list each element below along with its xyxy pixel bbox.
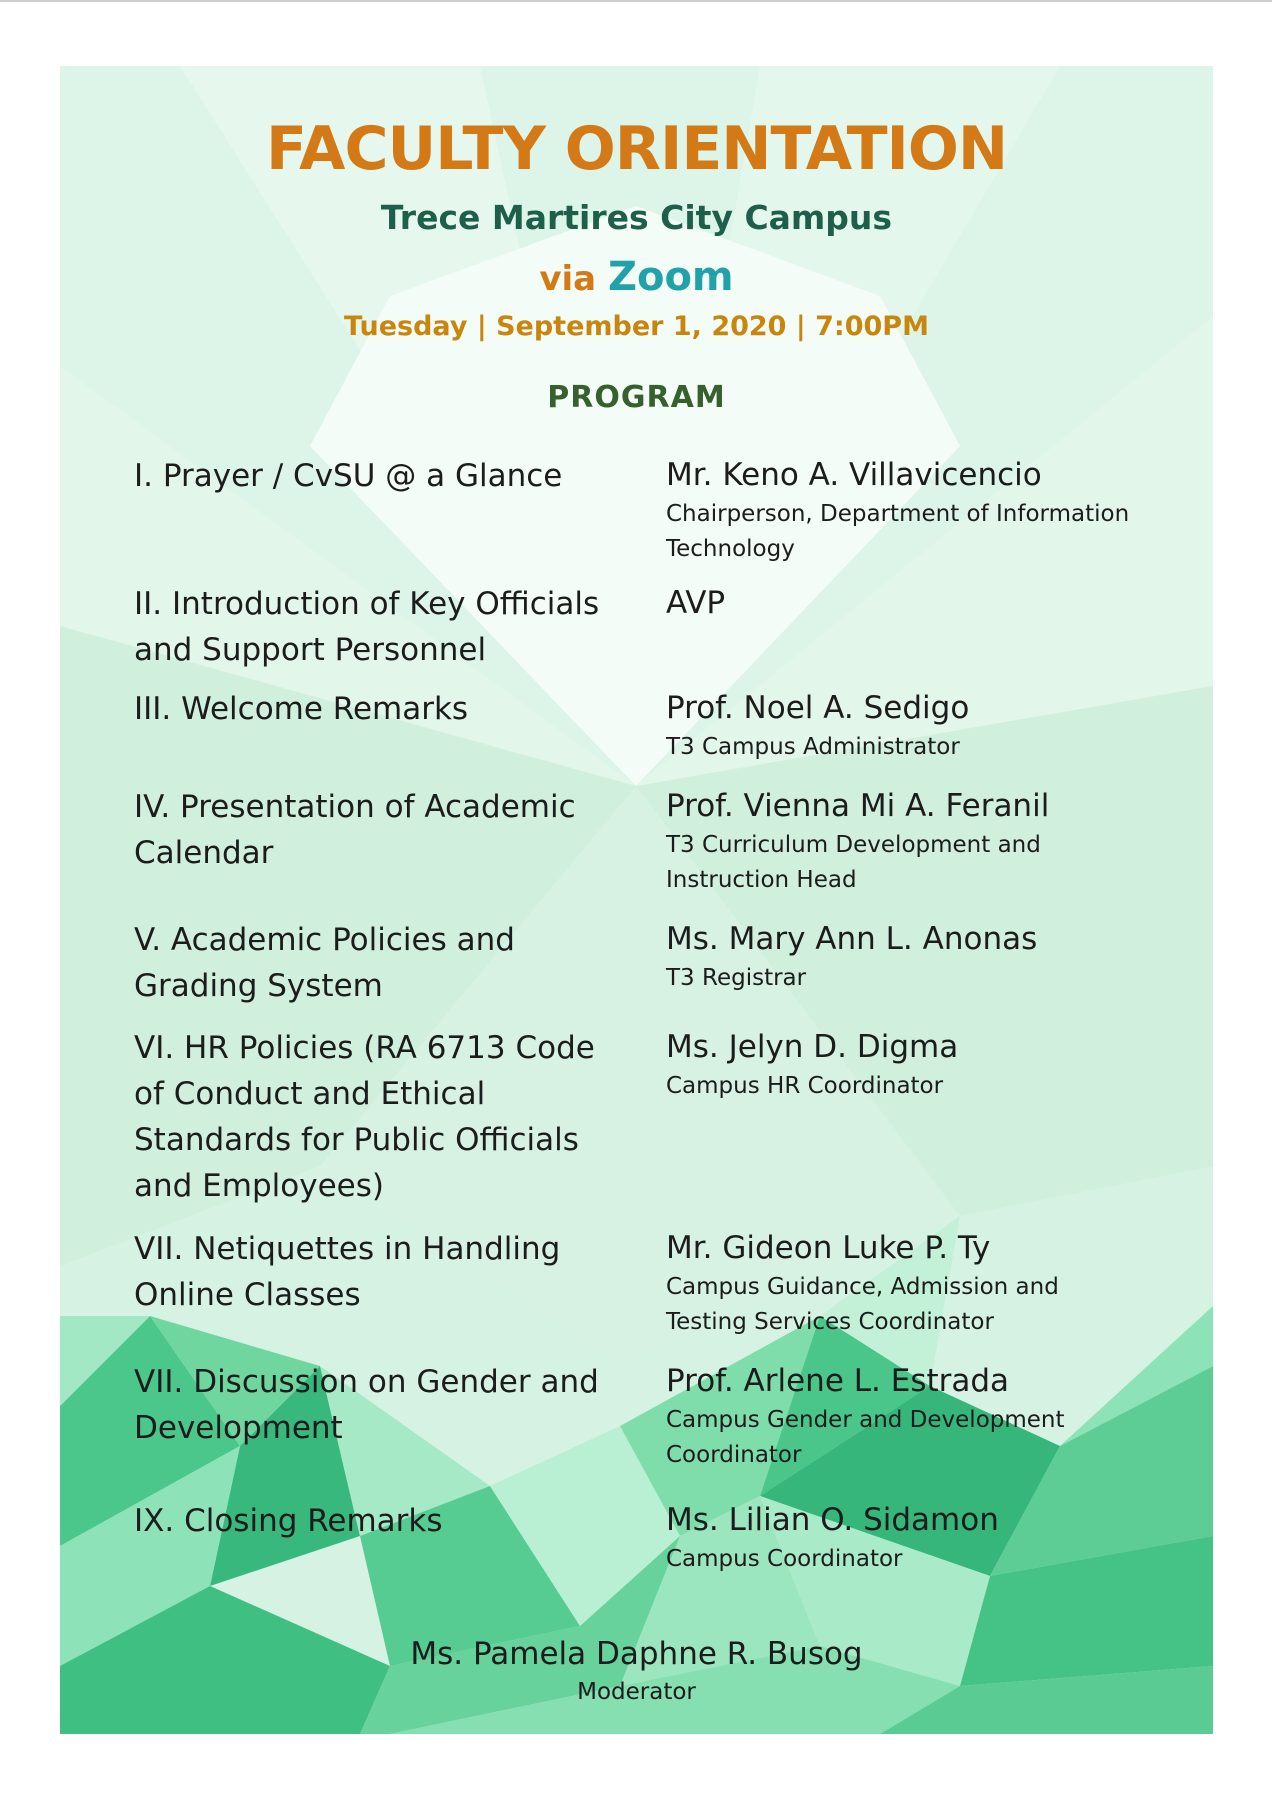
moderator-name: Ms. Pamela Daphne R. Busog xyxy=(410,1636,863,1672)
speaker-name: AVP xyxy=(666,585,726,621)
speaker-role: Campus HR Coordinator xyxy=(666,1073,944,1099)
page-top-border xyxy=(0,0,1272,2)
program-item-title: VII. Netiquettes in Handling Online Classes xyxy=(134,1231,561,1313)
speaker-name: Mr. Gideon Luke P. Ty xyxy=(666,1230,991,1266)
event-date: Tuesday | September 1, 2020 | 7:00PM xyxy=(344,311,929,342)
program-item-title: V. Academic Policies and Grading System xyxy=(134,922,515,1004)
speaker-role: T3 Curriculum Development and Instruction Head xyxy=(666,832,1041,893)
program-item-title: IV. Presentation of Academic Calendar xyxy=(134,789,576,871)
program-heading: PROGRAM xyxy=(547,380,726,415)
speaker-role: Campus Guidance, Admission and Testing Services Coordinator xyxy=(666,1274,1059,1335)
speaker-name: Mr. Keno A. Villavicencio xyxy=(666,457,1042,493)
moderator-block xyxy=(60,1632,1213,1708)
program-item-speaker-block xyxy=(666,1359,1146,1473)
speaker-role: Campus Coordinator xyxy=(666,1546,903,1572)
program-item-speaker-block xyxy=(666,784,1146,898)
orientation-poster xyxy=(60,66,1213,1734)
program-item-speaker-block xyxy=(666,1498,1146,1577)
speaker-role: T3 Registrar xyxy=(666,965,807,991)
program-item-title: III. Welcome Remarks xyxy=(134,691,469,727)
event-title: FACULTY ORIENTATION xyxy=(265,114,1008,184)
speaker-role: T3 Campus Administrator xyxy=(666,734,960,760)
program-item-speaker-block xyxy=(666,917,1146,996)
speaker-name: Prof. Vienna Mi A. Feranil xyxy=(666,788,1050,824)
platform-line xyxy=(60,254,1213,300)
program-item-speaker-block xyxy=(666,1226,1146,1340)
program-item-title: IX. Closing Remarks xyxy=(134,1503,443,1539)
speaker-name: Ms. Lilian O. Sidamon xyxy=(666,1502,999,1538)
program-item-title: II. Introduction of Key Officials and Support Personnel xyxy=(134,586,600,668)
program-item-speaker-block xyxy=(666,686,1146,765)
program-item-speaker-block xyxy=(666,581,1146,625)
campus-name: Trece Martires City Campus xyxy=(380,198,893,237)
platform-name: Zoom xyxy=(607,254,734,300)
speaker-name: Ms. Mary Ann L. Anonas xyxy=(666,921,1038,957)
program-item-title: VI. HR Policies (RA 6713 Code of Conduct and Ethical Standards for Public Officials and Employees) xyxy=(134,1030,595,1204)
program-item-speaker-block xyxy=(666,453,1146,567)
speaker-name: Prof. Arlene L. Estrada xyxy=(666,1363,1010,1399)
speaker-role: Campus Gender and Development Coordinator xyxy=(666,1407,1065,1468)
moderator-role: Moderator xyxy=(577,1679,696,1705)
speaker-name: Prof. Noel A. Sedigo xyxy=(666,690,970,726)
program-item-title: VII. Discussion on Gender and Development xyxy=(134,1364,599,1446)
via-word: via xyxy=(539,259,597,299)
program-item-speaker-block xyxy=(666,1025,1146,1104)
program-item-title: I. Prayer / CvSU @ a Glance xyxy=(134,458,563,494)
speaker-role: Chairperson, Department of Information Technology xyxy=(666,501,1130,562)
speaker-name: Ms. Jelyn D. Digma xyxy=(666,1029,959,1065)
